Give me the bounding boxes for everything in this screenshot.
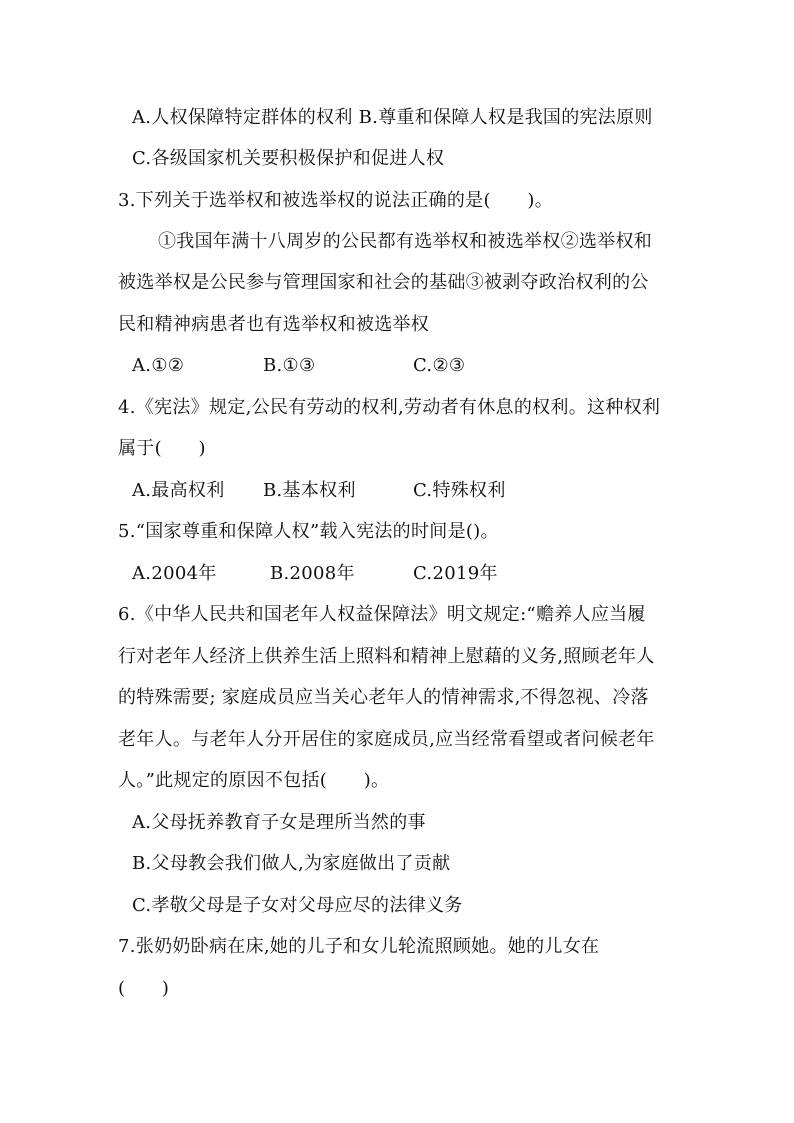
q3-statement-line: 被选举权是公民参与管理国家和社会的基础③被剥夺政治权利的公 (118, 272, 649, 293)
q2-option-c: C.各级国家机关要积极保护和促进人权 (132, 148, 445, 169)
q6-stem-line: 行对老年人经济上供养生活上照料和精神上慰藉的义务,照顾老年人 (118, 646, 655, 667)
q6-option-a: A.父母抚养教育子女是理所当然的事 (132, 812, 426, 833)
q3-stem: 3.下列关于选举权和被选举权的说法正确的是( )。 (118, 190, 554, 211)
q4-option-c: C.特殊权利 (413, 480, 506, 501)
q6-stem-line: 的特殊需要; 家庭成员应当关心老年人的情神需求,不得忽视、冷落 (118, 687, 649, 708)
q6-option-b: B.父母教会我们做人,为家庭做出了贡献 (132, 853, 451, 874)
q7-stem-line: ( ) (118, 978, 170, 999)
q4-stem-line: 4.《宪法》规定,公民有劳动的权利,劳动者有休息的权利。这种权利 (118, 397, 661, 418)
q6-option-c: C.孝敬父母是子女对父母应尽的法律义务 (132, 895, 463, 916)
q2-option-ab: A.人权保障特定群体的权利 B.尊重和保障人权是我国的宪法原则 (132, 107, 653, 128)
q6-stem-line: 人。”此规定的原因不包括( )。 (118, 770, 390, 791)
q5-option-b: B.2008年 (270, 563, 355, 584)
q3-option-c: C.②③ (413, 355, 466, 376)
q4-option-b: B.基本权利 (263, 480, 356, 501)
q6-stem-line: 老年人。与老年人分开居住的家庭成员,应当经常看望或者问候老年 (118, 729, 655, 750)
q3-option-a: A.①② (132, 355, 185, 376)
q3-statement-line: 民和精神病患者也有选举权和被选举权 (118, 314, 430, 335)
q5-option-a: A.2004年 (132, 563, 217, 584)
q6-stem-line: 6.《中华人民共和国老年人权益保障法》明文规定:“赡养人应当履 (118, 604, 646, 625)
q4-stem-line: 属于( ) (118, 438, 206, 459)
q4-option-a: A.最高权利 (132, 480, 225, 501)
q5-stem: 5.“国家尊重和保障人权”载入宪法的时间是()。 (118, 521, 499, 542)
q5-option-c: C.2019年 (413, 563, 498, 584)
q3-option-b: B.①③ (263, 355, 316, 376)
q3-statement-line: ①我国年满十八周岁的公民都有选举权和被选举权②选举权和 (158, 231, 653, 252)
q7-stem-line: 7.张奶奶卧病在床,她的儿子和女儿轮流照顾她。她的儿女在 (118, 936, 600, 957)
